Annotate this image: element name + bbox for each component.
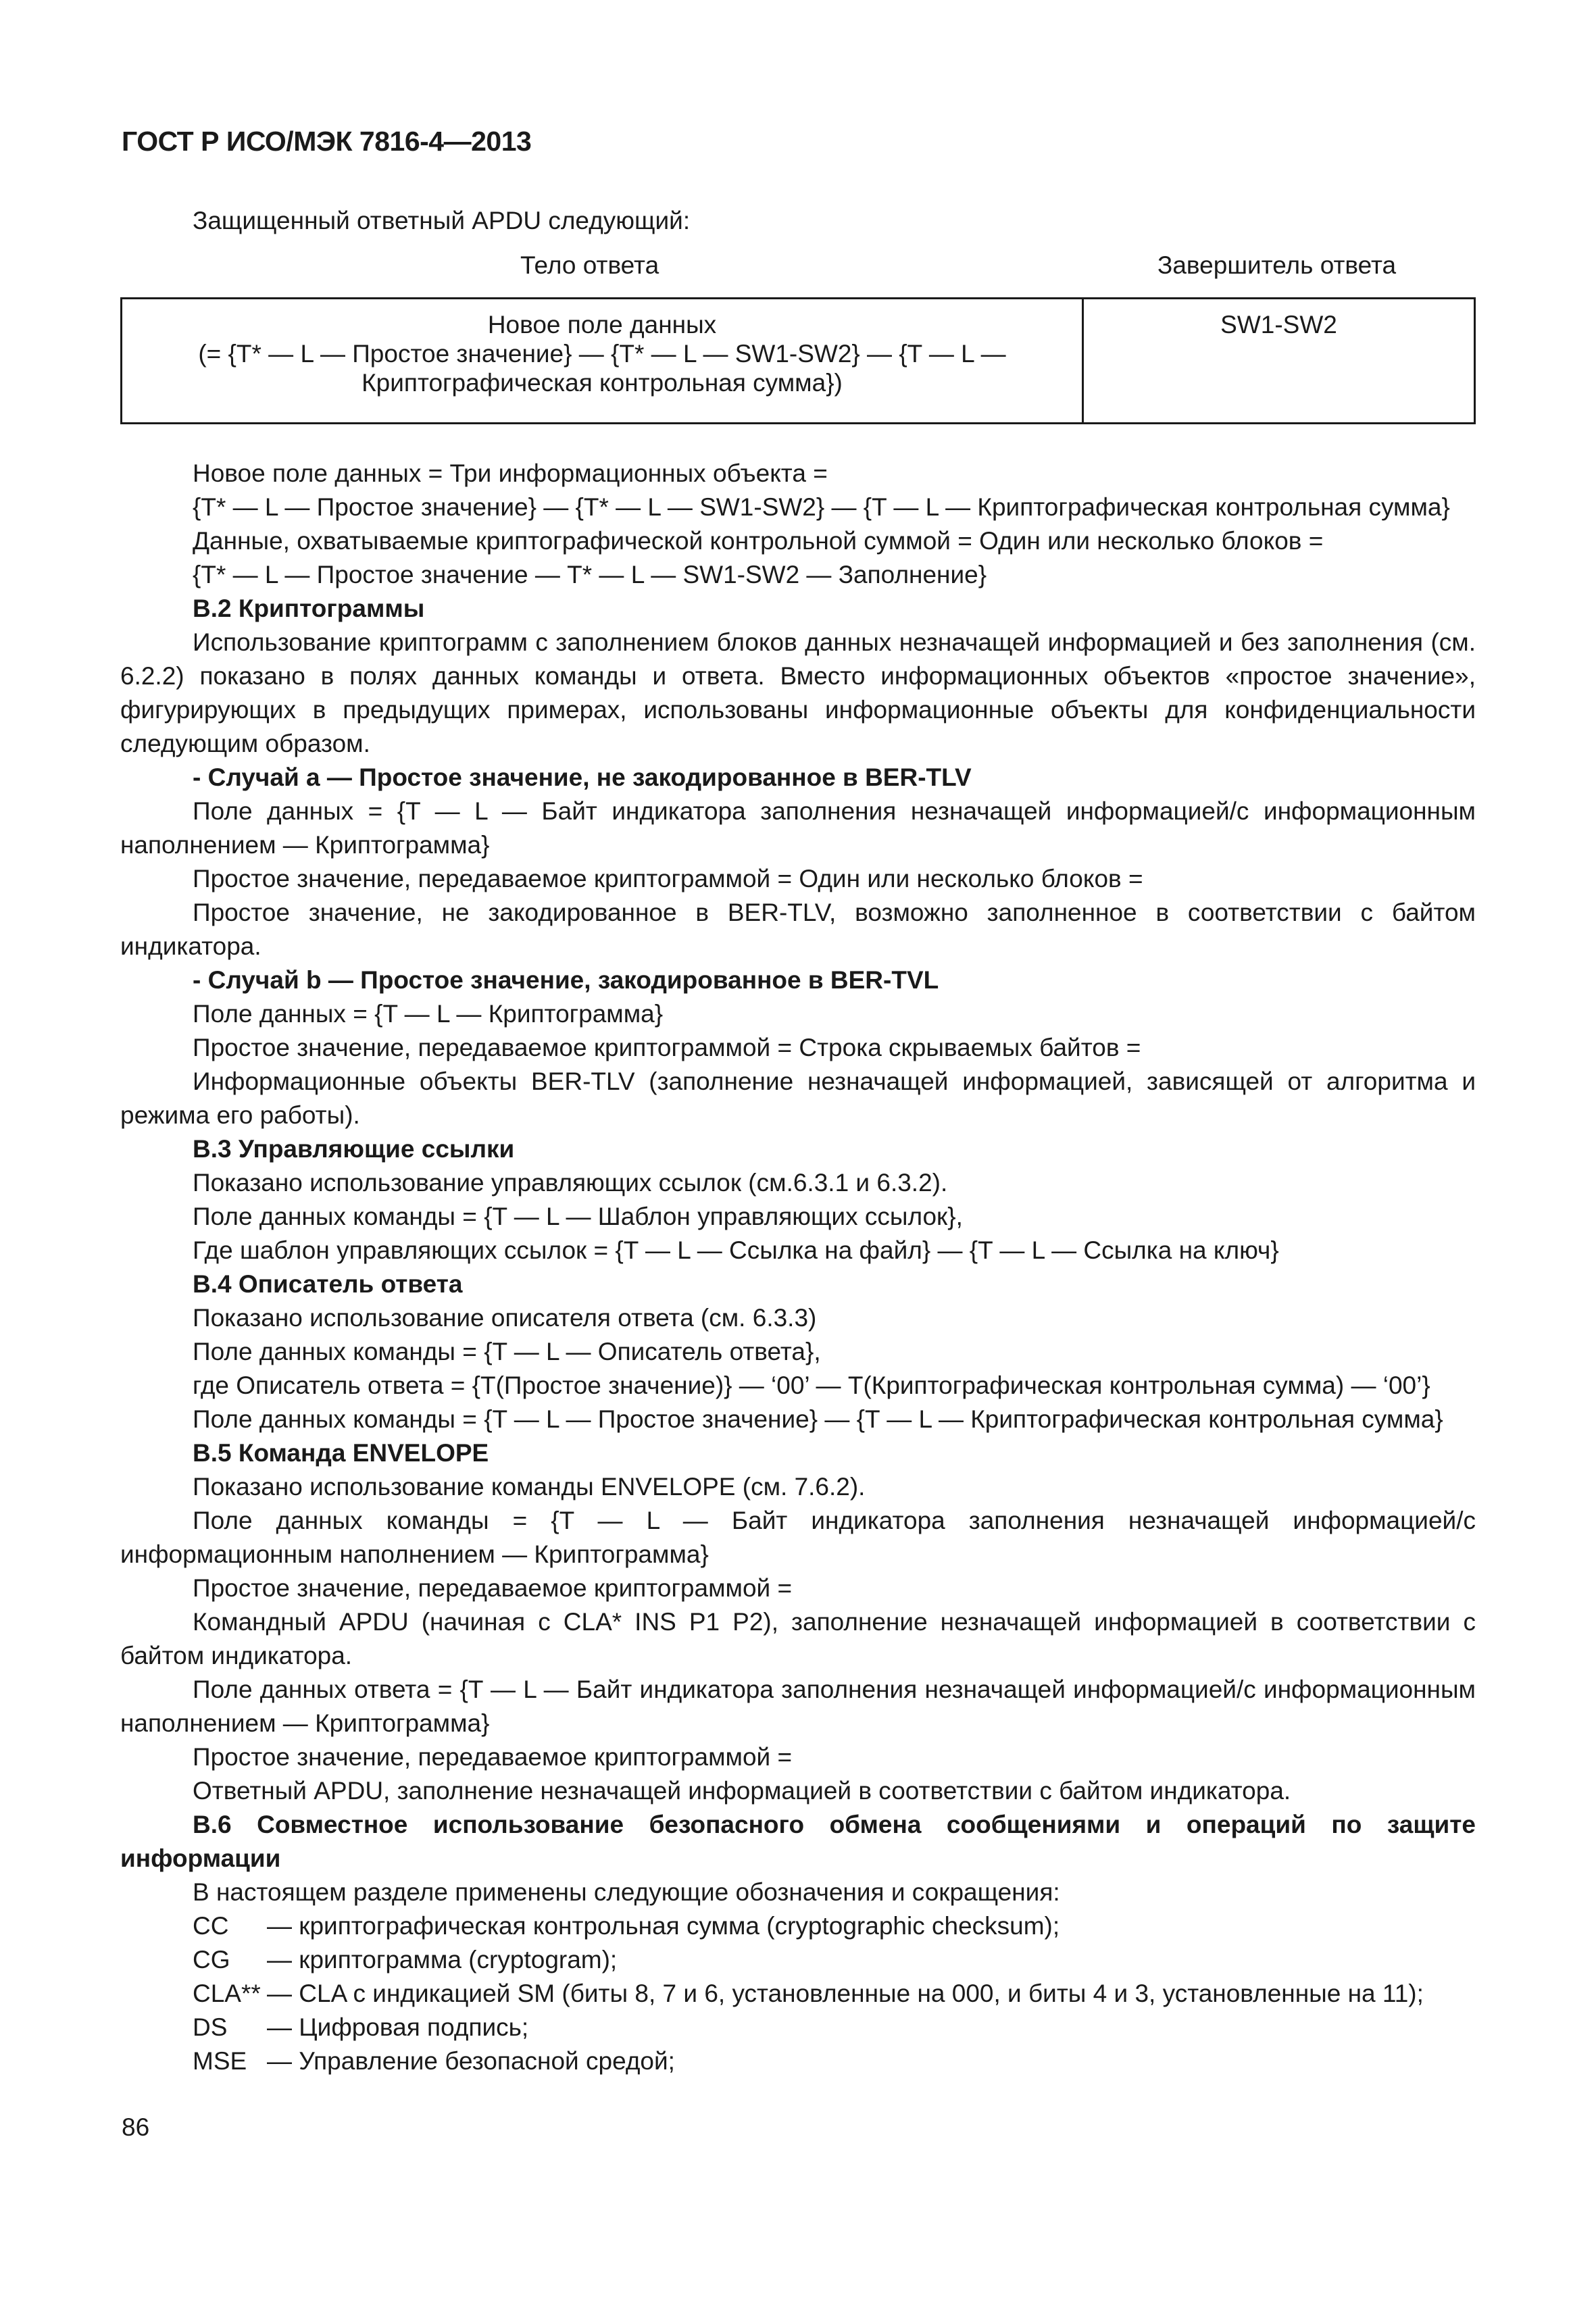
table-row	[122, 299, 1475, 424]
paragraph: Поле данных команды = {T — L — Описатель ответа},	[193, 1338, 821, 1365]
section-heading: - Случай a — Простое значение, не закодированное в BER-TLV	[193, 763, 972, 791]
abbreviation-definition: — криптографическая контрольная сумма (cryptographic checksum);	[267, 1912, 1060, 1940]
paragraph: {T* — L — Простое значение} — {T* — L — SW1-SW2} — {T — L — Криптографическая контрольная сумма}	[193, 493, 1450, 521]
column-header-trailer: Завершитель ответа	[1157, 251, 1397, 279]
paragraph: {T* — L — Простое значение — T* — L — SW1-SW2 — Заполнение}	[193, 561, 987, 588]
section-heading: В.4 Описатель ответа	[193, 1270, 463, 1298]
paragraph: Данные, охватываемые криптографической контрольной суммой = Один или несколько блоков =	[193, 527, 1324, 555]
column-header-body: Тело ответа	[520, 251, 659, 279]
paragraph: Поле данных = {T — L — Байт индикатора заполнения незначащей информацией/с информационным наполнением — Криптограмма}	[120, 797, 1476, 859]
paragraph: Информационные объекты BER-TLV (заполнение незначащей информацией, зависящей от алгоритма и режима его работы).	[120, 1067, 1476, 1129]
paragraph: Простое значение, передаваемое криптограммой = Строка скрываемых байтов =	[193, 1034, 1141, 1061]
body-text	[120, 457, 1476, 2078]
abbreviation-row	[120, 2044, 1476, 2078]
section-heading: В.6 Совместное использование безопасного обмена сообщениями и операций по защите информации	[120, 1811, 1476, 1872]
response-trailer-cell	[1083, 299, 1475, 424]
response-trailer-value: SW1-SW2	[1220, 311, 1337, 338]
intro-text: Защищенный ответный APDU следующий:	[193, 207, 691, 234]
paragraph: Использование криптограмм с заполнением блоков данных незначащей информацией и без заполнения (см. 6.2.2) показано в полях данных команды и ответа. Вместо информационных объектов «простое значение», фигурирующих в предыдущих примерах, использованы информационные объекты для конфиденциальности следующим образом.	[120, 628, 1476, 757]
abbreviation-definition: — Цифровая подпись;	[267, 2013, 529, 2041]
paragraph: Новое поле данных = Три информационных объекта =	[193, 459, 828, 487]
document-header: ГОСТ Р ИСО/МЭК 7816-4—2013	[122, 126, 532, 157]
paragraph: где Описатель ответа = {T(Простое значение)} — ‘00’ — T(Криптографическая контрольная сумма) — ‘00’}	[193, 1372, 1430, 1399]
response-body-line: Криптографическая контрольная сумма})	[361, 369, 843, 397]
response-body-line: Новое поле данных	[487, 311, 717, 338]
abbreviation-definition: — Управление безопасной средой;	[267, 2047, 675, 2075]
abbreviation-row	[120, 1909, 1476, 1943]
section-heading: В.2 Криптограммы	[193, 595, 425, 622]
abbreviation-row	[120, 1943, 1476, 1977]
paragraph: Простое значение, передаваемое криптограммой =	[193, 1574, 793, 1602]
abbreviation-definition: — CLA с индикацией SM (биты 8, 7 и 6, установленные на 000, и биты 4 и 3, установленные на 11);	[267, 1980, 1424, 2007]
section-heading: В.3 Управляющие ссылки	[193, 1135, 515, 1163]
section-heading: - Случай b — Простое значение, закодированное в BER-TVL	[193, 966, 939, 994]
abbreviation-term: MSE	[193, 2047, 247, 2075]
abbreviation-definition: — криптограмма (cryptogram);	[267, 1946, 618, 1973]
content-flow	[120, 457, 1476, 1909]
paragraph: Поле данных ответа = {T — L — Байт индикатора заполнения незначащей информацией/с информационным наполнением — Криптограмма}	[120, 1676, 1476, 1737]
abbreviation-term: CLA**	[193, 1980, 261, 2007]
paragraph: Простое значение, передаваемое криптограммой = Один или несколько блоков =	[193, 865, 1143, 892]
paragraph: Показано использование команды ENVELOPE (см. 7.6.2).	[193, 1473, 866, 1501]
paragraph: В настоящем разделе применены следующие обозначения и сокращения:	[193, 1878, 1060, 1906]
paragraph: Поле данных команды = {T — L — Шаблон управляющих ссылок},	[193, 1203, 963, 1230]
paragraph: Командный APDU (начиная с CLA* INS P1 P2), заполнение незначащей информацией в соответствии с байтом индикатора.	[120, 1608, 1476, 1669]
paragraph: Где шаблон управляющих ссылок = {T — L — Ссылка на файл} — {T — L — Ссылка на ключ}	[193, 1236, 1279, 1264]
abbreviation-term: CG	[193, 1946, 230, 1973]
paragraph: Показано использование управляющих ссылок (см.6.3.1 и 6.3.2).	[193, 1169, 948, 1197]
paragraph: Простое значение, передаваемое криптограммой =	[193, 1743, 793, 1771]
page-number: 86	[122, 2113, 150, 2141]
paragraph: Поле данных команды = {T — L — Простое значение} — {T — L — Криптографическая контрольная сумма}	[193, 1405, 1443, 1433]
abbreviation-row	[120, 1977, 1476, 2011]
abbreviation-list	[120, 1909, 1476, 2078]
response-apdu-table	[120, 297, 1476, 424]
paragraph: Простое значение, не закодированное в BER-TLV, возможно заполненное в соответствии с байтом индикатора.	[120, 899, 1476, 960]
abbreviation-row	[120, 2011, 1476, 2044]
response-body-cell	[122, 299, 1083, 424]
abbreviation-term: DS	[193, 2013, 228, 2041]
paragraph: Ответный APDU, заполнение незначащей информацией в соответствии с байтом индикатора.	[193, 1777, 1291, 1805]
response-body-line: (= {T* — L — Простое значение} — {T* — L — SW1-SW2} — {T — L —	[198, 340, 1006, 368]
section-heading: В.5 Команда ENVELOPE	[193, 1439, 489, 1467]
paragraph: Поле данных = {T — L — Криптограмма}	[193, 1000, 664, 1028]
paragraph: Показано использование описателя ответа (см. 6.3.3)	[193, 1304, 817, 1332]
paragraph: Поле данных команды = {T — L — Байт индикатора заполнения незначащей информацией/с информационным наполнением — Криптограмма}	[120, 1507, 1476, 1568]
abbreviation-term: CC	[193, 1912, 229, 1940]
